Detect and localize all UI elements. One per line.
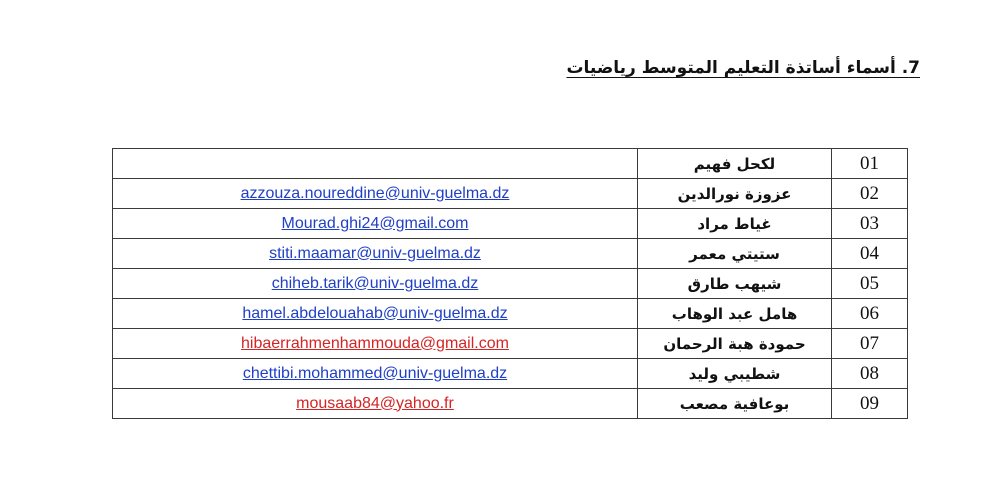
email-cell bbox=[113, 239, 638, 269]
table-row bbox=[113, 269, 908, 299]
email-cell bbox=[113, 359, 638, 389]
table-row bbox=[113, 179, 908, 209]
email-link[interactable]: mousaab84@yahoo.fr bbox=[296, 394, 454, 412]
table-row bbox=[113, 359, 908, 389]
email-link[interactable]: hamel.abdelouahab@univ-guelma.dz bbox=[242, 304, 508, 322]
email-link[interactable]: Mourad.ghi24@gmail.com bbox=[281, 214, 469, 232]
row-number: 03 bbox=[832, 209, 908, 239]
row-number: 07 bbox=[832, 329, 908, 359]
row-number: 02 bbox=[832, 179, 908, 209]
table-row bbox=[113, 149, 908, 179]
email-link[interactable]: hibaerrahmenhammouda@gmail.com bbox=[241, 334, 509, 352]
table-row bbox=[113, 329, 908, 359]
teacher-name: لكحل فهيم bbox=[638, 149, 832, 179]
email-link[interactable]: stiti.maamar@univ-guelma.dz bbox=[269, 244, 481, 262]
table-row bbox=[113, 239, 908, 269]
row-number: 05 bbox=[832, 269, 908, 299]
email-link[interactable]: chettibi.mohammed@univ-guelma.dz bbox=[242, 364, 508, 382]
email-cell bbox=[113, 179, 638, 209]
email-cell bbox=[113, 329, 638, 359]
row-number: 06 bbox=[832, 299, 908, 329]
teacher-name: شيهب طارق bbox=[638, 269, 832, 299]
email-cell bbox=[113, 389, 638, 419]
teacher-name: عزوزة نورالدين bbox=[638, 179, 832, 209]
email-cell bbox=[113, 299, 638, 329]
section-heading: 7. أسماء أساتذة التعليم المتوسط رياضيات bbox=[566, 58, 920, 78]
email-cell bbox=[113, 269, 638, 299]
row-number: 01 bbox=[832, 149, 908, 179]
teacher-name: ستيتي معمر bbox=[638, 239, 832, 269]
teacher-name: هامل عبد الوهاب bbox=[638, 299, 832, 329]
email-link[interactable]: chiheb.tarik@univ-guelma.dz bbox=[271, 274, 479, 292]
table-row bbox=[113, 299, 908, 329]
teacher-name: شطيبي وليد bbox=[638, 359, 832, 389]
email-cell bbox=[113, 209, 638, 239]
row-number: 04 bbox=[832, 239, 908, 269]
teacher-name: بوعافية مصعب bbox=[638, 389, 832, 419]
teacher-name: حمودة هبة الرحمان bbox=[638, 329, 832, 359]
row-number: 09 bbox=[832, 389, 908, 419]
email-cell bbox=[113, 149, 638, 179]
row-number: 08 bbox=[832, 359, 908, 389]
email-link[interactable]: azzouza.noureddine@univ-guelma.dz bbox=[240, 184, 510, 202]
teachers-table bbox=[112, 148, 908, 419]
teacher-name: غياط مراد bbox=[638, 209, 832, 239]
table-row bbox=[113, 209, 908, 239]
table-row bbox=[113, 389, 908, 419]
